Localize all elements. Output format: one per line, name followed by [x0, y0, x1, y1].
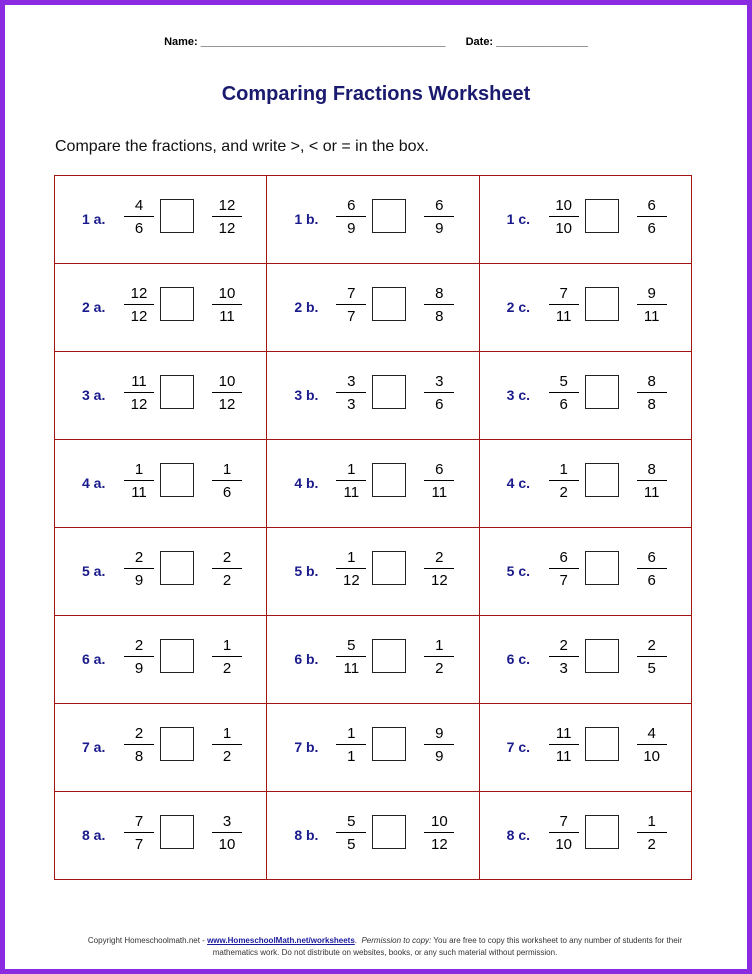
- right-fraction: [210, 198, 244, 236]
- numerator: 8: [647, 461, 656, 478]
- left-fraction: [547, 198, 581, 236]
- denominator: 7: [134, 836, 144, 853]
- problem-row: [55, 352, 692, 440]
- right-fraction: [422, 814, 456, 852]
- numerator: 6: [559, 549, 568, 566]
- left-fraction: [547, 726, 581, 764]
- problem-label: 3 c.: [506, 387, 531, 403]
- problem-8-c: [480, 792, 692, 879]
- problem-label: 1 a.: [82, 211, 106, 227]
- problem-label: 3 b.: [294, 387, 319, 403]
- numerator: 9: [647, 285, 656, 302]
- left-fraction: [334, 550, 368, 588]
- problem-cell: [55, 440, 267, 528]
- problem-row: [55, 616, 692, 704]
- denominator: 5: [647, 660, 656, 677]
- answer-box[interactable]: [585, 639, 619, 673]
- left-fraction: [122, 374, 156, 412]
- denominator: 6: [647, 220, 656, 237]
- denominator: 12: [430, 836, 448, 853]
- problem-cell: [267, 176, 479, 264]
- denominator: 3: [559, 660, 568, 677]
- answer-box[interactable]: [372, 727, 406, 761]
- problem-2-b: [267, 264, 479, 351]
- answer-box[interactable]: [585, 815, 619, 849]
- right-fraction: [635, 726, 669, 764]
- numerator: 6: [347, 197, 356, 214]
- problem-cell: [479, 616, 691, 704]
- worksheet-title: Comparing Fractions Worksheet: [221, 83, 531, 105]
- denominator: 10: [555, 220, 572, 237]
- problem-2-c: [480, 264, 692, 351]
- numerator: 1: [134, 461, 144, 478]
- problem-label: 4 a.: [82, 475, 106, 491]
- problem-cell: [479, 704, 691, 792]
- numerator: 2: [222, 549, 232, 566]
- left-fraction: [547, 638, 581, 676]
- numerator: 5: [347, 813, 356, 830]
- problem-row: [55, 528, 692, 616]
- numerator: 3: [435, 373, 444, 390]
- denominator: 6: [134, 220, 144, 237]
- answer-box[interactable]: [160, 551, 194, 585]
- answer-box[interactable]: [372, 463, 406, 497]
- denominator: 10: [555, 836, 572, 853]
- problem-row: [55, 440, 692, 528]
- numerator: 12: [130, 285, 148, 302]
- right-fraction: [635, 286, 669, 324]
- problem-label: 8 b.: [294, 827, 319, 843]
- denominator: 2: [222, 748, 232, 765]
- problem-cell: [55, 792, 267, 880]
- left-fraction: [334, 638, 368, 676]
- denominator: 6: [222, 484, 232, 501]
- numerator: 11: [131, 373, 147, 390]
- numerator: 6: [647, 197, 656, 214]
- answer-box[interactable]: [585, 375, 619, 409]
- problem-row: [55, 264, 692, 352]
- numerator: 9: [435, 725, 444, 742]
- right-fraction: [635, 550, 669, 588]
- numerator: 5: [559, 373, 568, 390]
- left-fraction: [547, 462, 581, 500]
- numerator: 1: [222, 461, 232, 478]
- left-fraction: [547, 550, 581, 588]
- left-fraction: [334, 374, 368, 412]
- denominator: 9: [134, 572, 144, 589]
- answer-box[interactable]: [585, 199, 619, 233]
- numerator: 4: [647, 725, 656, 742]
- problem-label: 8 c.: [506, 827, 531, 843]
- right-fraction: [422, 286, 456, 324]
- problem-1-c: [480, 176, 692, 263]
- problem-cell: [55, 704, 267, 792]
- copyright-text: Copyright Homeschoolmath.net -: [87, 936, 208, 945]
- denominator: 1: [347, 748, 356, 765]
- problem-label: 8 a.: [82, 827, 106, 843]
- denominator: 2: [559, 484, 568, 501]
- problem-cell: [55, 616, 267, 704]
- problem-label: 5 b.: [294, 563, 319, 579]
- numerator: 10: [218, 285, 236, 302]
- worksheets-link[interactable]: www.HomeschoolMath.net/worksheets: [207, 936, 355, 945]
- problem-8-b: [267, 792, 479, 879]
- left-fraction: [547, 286, 581, 324]
- numerator: 2: [559, 637, 568, 654]
- right-fraction: [635, 374, 669, 412]
- right-fraction: [210, 726, 244, 764]
- denominator: 11: [643, 308, 660, 325]
- problem-6-c: [480, 616, 692, 703]
- problem-cell: [267, 352, 479, 440]
- denominator: 11: [555, 748, 572, 765]
- denominator: 11: [219, 308, 235, 325]
- problem-cell: [267, 528, 479, 616]
- answer-box[interactable]: [160, 287, 194, 321]
- denominator: 7: [347, 308, 356, 325]
- numerator: 1: [559, 461, 568, 478]
- problem-label: 2 a.: [82, 299, 106, 315]
- answer-box[interactable]: [372, 551, 406, 585]
- denominator: 2: [647, 836, 656, 853]
- problem-5-b: [267, 528, 479, 615]
- problem-cell: [267, 704, 479, 792]
- problem-cell: [267, 264, 479, 352]
- name-date-line: [5, 36, 747, 48]
- answer-box[interactable]: [160, 639, 194, 673]
- denominator: 12: [130, 396, 148, 413]
- denominator: 11: [343, 660, 360, 677]
- numerator: 4: [134, 197, 144, 214]
- problem-3-a: [55, 352, 267, 439]
- denominator: 5: [347, 836, 356, 853]
- problem-cell: [479, 792, 691, 880]
- problem-label: 6 b.: [294, 651, 319, 667]
- denominator: 3: [347, 396, 356, 413]
- denominator: 9: [435, 220, 444, 237]
- denominator: 11: [555, 308, 572, 325]
- problem-cell: [55, 264, 267, 352]
- left-fraction: [122, 550, 156, 588]
- denominator: 12: [218, 396, 236, 413]
- answer-box[interactable]: [160, 463, 194, 497]
- numerator: 11: [555, 725, 572, 742]
- numerator: 1: [222, 637, 232, 654]
- numerator: 1: [347, 549, 356, 566]
- denominator: 12: [430, 572, 448, 589]
- numerator: 7: [134, 813, 144, 830]
- numerator: 10: [218, 373, 236, 390]
- problem-cell: [479, 176, 691, 264]
- permission-text: You are free to copy this worksheet to any number of students for their mathematics work. Do not distribute on websites, books, or any such material without permission.: [212, 936, 683, 957]
- right-fraction: [210, 638, 244, 676]
- problem-row: [55, 792, 692, 880]
- problem-cell: [55, 528, 267, 616]
- denominator: 8: [435, 308, 444, 325]
- answer-box[interactable]: [585, 287, 619, 321]
- right-fraction: [210, 462, 244, 500]
- left-fraction: [122, 638, 156, 676]
- answer-box[interactable]: [372, 287, 406, 321]
- right-fraction: [635, 638, 669, 676]
- denominator: 9: [347, 220, 356, 237]
- problem-2-a: [55, 264, 267, 351]
- problem-1-b: [267, 176, 479, 263]
- denominator: 11: [131, 484, 147, 501]
- problem-7-a: [55, 704, 267, 791]
- left-fraction: [122, 462, 156, 500]
- right-fraction: [422, 374, 456, 412]
- answer-box[interactable]: [372, 375, 406, 409]
- numerator: 6: [647, 549, 656, 566]
- problem-row: [55, 176, 692, 264]
- denominator: 11: [343, 484, 360, 501]
- problem-label: 4 c.: [506, 475, 531, 491]
- problem-cell: [267, 792, 479, 880]
- denominator: 12: [130, 308, 148, 325]
- left-fraction: [334, 726, 368, 764]
- denominator: 6: [435, 396, 444, 413]
- problem-label: 7 a.: [82, 739, 106, 755]
- problem-cell: [479, 352, 691, 440]
- numerator: 3: [222, 813, 232, 830]
- left-fraction: [122, 814, 156, 852]
- problem-3-b: [267, 352, 479, 439]
- problem-cell: [479, 440, 691, 528]
- numerator: 5: [347, 637, 356, 654]
- left-fraction: [122, 198, 156, 236]
- denominator: 6: [647, 572, 656, 589]
- left-fraction: [334, 462, 368, 500]
- problem-label: 3 a.: [82, 387, 106, 403]
- footer: Copyright Homeschoolmath.net - www.HomeschoolMath.net/worksheets. Permission to copy: You are free to copy this worksheet to any number of students for their mathematics work. Do not distribute on websites, books, or any such material without permission.: [87, 936, 683, 957]
- numerator: 1: [347, 725, 356, 742]
- answer-box[interactable]: [585, 463, 619, 497]
- numerator: 1: [647, 813, 656, 830]
- problem-label: 1 c.: [506, 211, 531, 227]
- right-fraction: [635, 462, 669, 500]
- numerator: 12: [218, 197, 236, 214]
- numerator: 1: [347, 461, 356, 478]
- problem-cell: [55, 176, 267, 264]
- denominator: 10: [218, 836, 236, 853]
- numerator: 8: [647, 373, 656, 390]
- problem-label: 7 b.: [294, 739, 319, 755]
- right-fraction: [210, 286, 244, 324]
- problem-6-b: [267, 616, 479, 703]
- numerator: 1: [222, 725, 232, 742]
- denominator: 7: [559, 572, 568, 589]
- problem-6-a: [55, 616, 267, 703]
- denominator: 8: [647, 396, 656, 413]
- problem-label: 2 c.: [506, 299, 531, 315]
- denominator: 10: [643, 748, 660, 765]
- numerator: 3: [347, 373, 356, 390]
- answer-box[interactable]: [160, 727, 194, 761]
- numerator: 2: [134, 725, 144, 742]
- problem-label: 6 a.: [82, 651, 106, 667]
- problem-3-c: [480, 352, 692, 439]
- denominator: 12: [218, 220, 236, 237]
- numerator: 2: [134, 549, 144, 566]
- left-fraction: [547, 814, 581, 852]
- answer-box[interactable]: [372, 199, 406, 233]
- right-fraction: [210, 550, 244, 588]
- problem-4-b: [267, 440, 479, 527]
- numerator: 7: [559, 813, 568, 830]
- problem-7-c: [480, 704, 692, 791]
- denominator: 9: [435, 748, 444, 765]
- denominator: 9: [134, 660, 144, 677]
- problem-label: 5 a.: [82, 563, 106, 579]
- answer-box[interactable]: [372, 639, 406, 673]
- denominator: 11: [431, 484, 448, 501]
- instructions: Compare the fractions, and write >, < or = in the box.: [55, 138, 429, 155]
- left-fraction: [334, 814, 368, 852]
- right-fraction: [210, 374, 244, 412]
- problem-5-c: [480, 528, 692, 615]
- numerator: 10: [555, 197, 572, 214]
- problem-grid: [54, 175, 692, 880]
- numerator: 2: [435, 549, 444, 566]
- left-fraction: [334, 286, 368, 324]
- problem-label: 4 b.: [294, 475, 319, 491]
- right-fraction: [422, 726, 456, 764]
- right-fraction: [210, 814, 244, 852]
- numerator: 10: [430, 813, 448, 830]
- denominator: 2: [222, 572, 232, 589]
- right-fraction: [422, 550, 456, 588]
- right-fraction: [422, 638, 456, 676]
- left-fraction: [547, 374, 581, 412]
- numerator: 7: [559, 285, 568, 302]
- permission-label: Permission to copy:: [361, 936, 432, 945]
- numerator: 6: [435, 461, 444, 478]
- denominator: 6: [559, 396, 568, 413]
- problem-label: 7 c.: [506, 739, 531, 755]
- right-fraction: [635, 198, 669, 236]
- problem-4-c: [480, 440, 692, 527]
- right-fraction: [422, 462, 456, 500]
- problem-cell: [267, 440, 479, 528]
- problem-label: 1 b.: [294, 211, 319, 227]
- problem-label: 2 b.: [294, 299, 319, 315]
- problem-cell: [479, 528, 691, 616]
- numerator: 8: [435, 285, 444, 302]
- problem-label: 5 c.: [506, 563, 531, 579]
- problem-7-b: [267, 704, 479, 791]
- problem-cell: [479, 264, 691, 352]
- left-fraction: [122, 286, 156, 324]
- left-fraction: [122, 726, 156, 764]
- numerator: 6: [435, 197, 444, 214]
- answer-box[interactable]: [160, 375, 194, 409]
- answer-box[interactable]: [160, 815, 194, 849]
- answer-box[interactable]: [585, 727, 619, 761]
- worksheet-page: [5, 5, 747, 969]
- date-label: Date:: [465, 36, 494, 48]
- left-fraction: [334, 198, 368, 236]
- answer-box[interactable]: [585, 551, 619, 585]
- denominator: 2: [435, 660, 444, 677]
- problem-5-a: [55, 528, 267, 615]
- problem-1-a: [55, 176, 267, 263]
- problem-label: 6 c.: [506, 651, 531, 667]
- date-blank[interactable]: _______________: [496, 36, 588, 48]
- numerator: 2: [647, 637, 656, 654]
- problem-row: [55, 704, 692, 792]
- denominator: 11: [643, 484, 660, 501]
- answer-box[interactable]: [372, 815, 406, 849]
- numerator: 1: [435, 637, 444, 654]
- numerator: 7: [347, 285, 356, 302]
- name-blank[interactable]: ________________________________________: [200, 36, 446, 48]
- problem-4-a: [55, 440, 267, 527]
- denominator: 12: [342, 572, 360, 589]
- answer-box[interactable]: [160, 199, 194, 233]
- numerator: 2: [134, 637, 144, 654]
- problem-cell: [267, 616, 479, 704]
- right-fraction: [635, 814, 669, 852]
- name-label: Name:: [164, 36, 198, 48]
- problem-8-a: [55, 792, 267, 879]
- denominator: 2: [222, 660, 232, 677]
- denominator: 8: [134, 748, 144, 765]
- right-fraction: [422, 198, 456, 236]
- problem-cell: [55, 352, 267, 440]
